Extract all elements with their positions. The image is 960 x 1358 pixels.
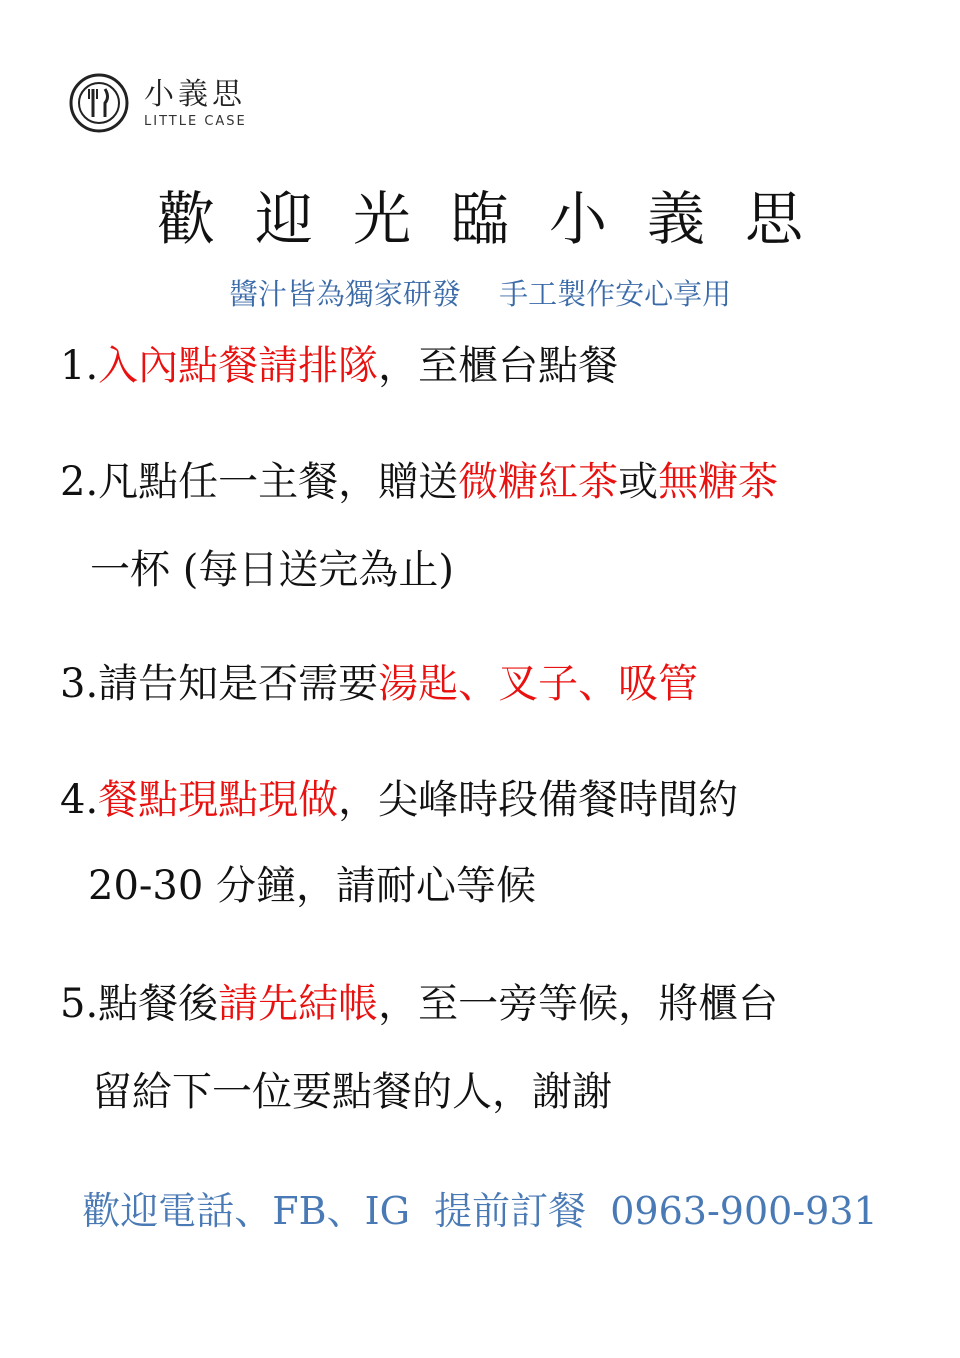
rule-5-continued: 留給下一位要點餐的人，謝謝 [92,1069,612,1115]
footer-contact: 歡迎電話、FB、IG 提前訂餐 0963-900-931 [82,1189,878,1233]
rule-highlight: 湯匙、叉子、吸管 [378,661,699,707]
rule-highlight: 入內點餐請排隊 [98,343,379,389]
rule-text: 點餐後 [98,981,219,1027]
rule-number: 5. [60,981,99,1027]
rule-text: 凡點任一主餐，贈送 [98,459,459,505]
rule-4 [60,776,738,824]
subtitle: 醬汁皆為獨家研發 手工製作安心享用 [228,277,732,311]
rule-1 [60,342,618,390]
logo-english-name: LITTLE CASE [144,113,247,129]
rule-3 [60,660,698,708]
rule-text: ，至櫃台點餐 [378,343,619,389]
rule-highlight: 請先結帳 [218,981,379,1027]
page-title: 歡迎光臨小義思 [156,185,843,253]
rule-4-continued: 20-30 分鐘，請耐心等候 [88,863,537,909]
rule-5 [60,980,778,1028]
rule-highlight: 微糖紅茶 [458,459,619,505]
rule-text: ，尖峰時段備餐時間約 [338,777,739,823]
rule-number: 4. [60,777,99,823]
rule-number: 1. [60,343,99,389]
rule-text: ，至一旁等候，將櫃台 [378,981,779,1027]
rule-highlight: 餐點現點現做 [98,777,339,823]
logo-name: 小義思 [144,76,246,112]
rule-number: 2. [60,459,99,505]
rule-2-continued: 一杯 (每日送完為止) [90,547,454,593]
rule-number: 3. [60,661,99,707]
fork-knife-plate-icon [68,72,130,134]
rule-highlight: 無糖茶 [658,459,779,505]
rule-text: 請告知是否需要 [98,661,379,707]
logo [68,72,247,134]
rule-text: 或 [618,459,659,505]
rule-2 [60,458,778,506]
